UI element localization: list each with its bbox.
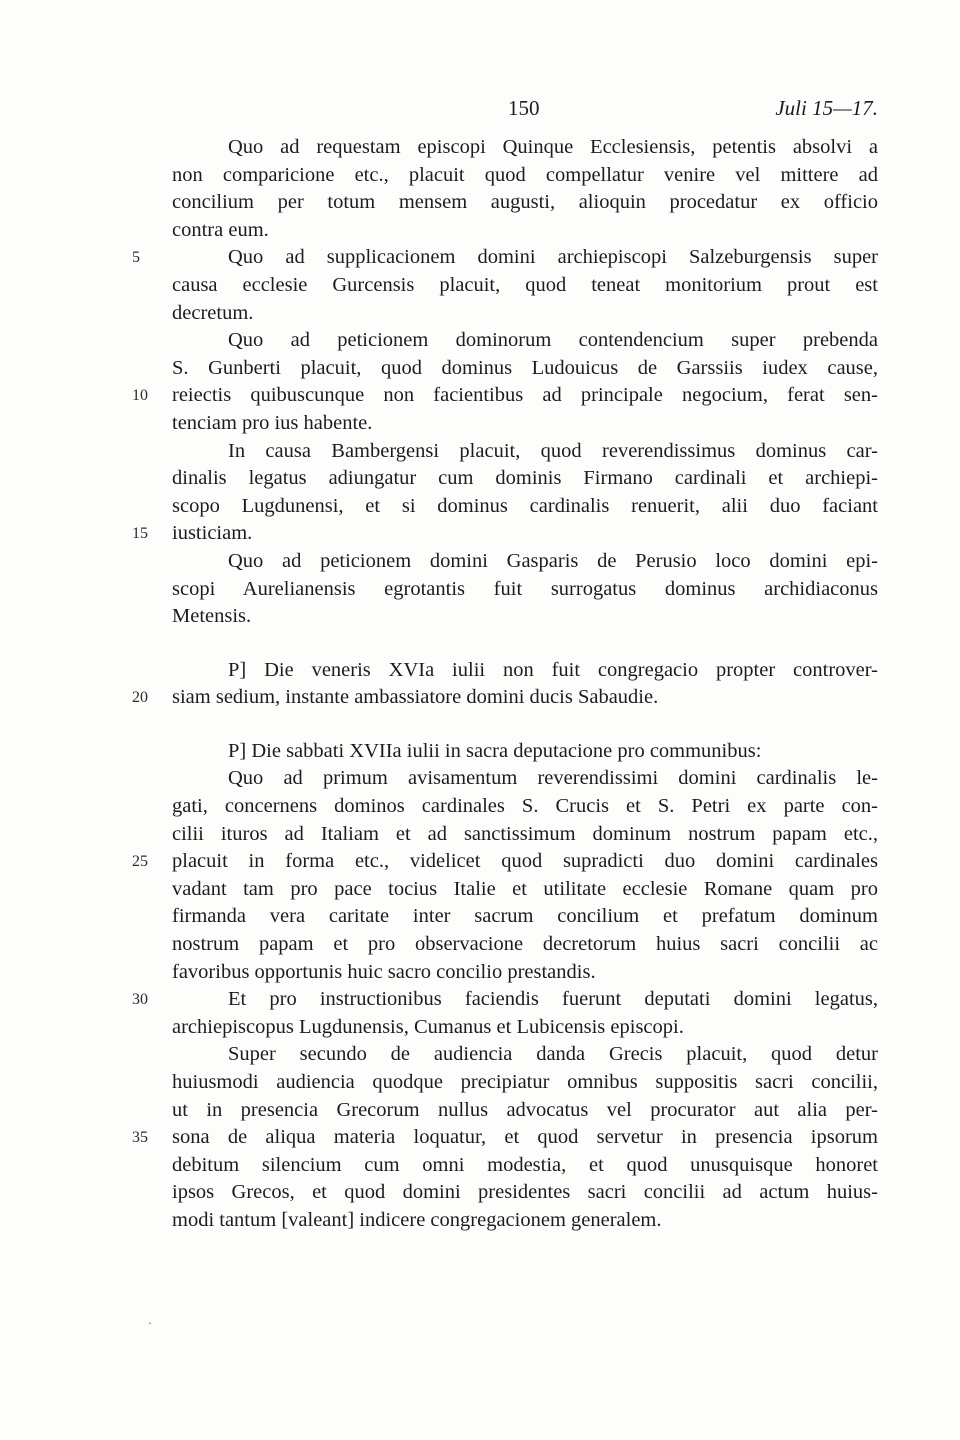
line-text: scopo Lugdunensi, et si dominus cardinalis renuerit, alii duo faciant	[172, 494, 878, 517]
text-line	[172, 189, 878, 217]
text-line	[172, 438, 878, 466]
text-line	[172, 576, 878, 604]
line-number: 30	[132, 991, 148, 1009]
line-text: Metensis.	[172, 605, 252, 628]
line-text: archiepiscopus Lugdunensis, Cumanus et Lubicensis episcopi.	[172, 1015, 684, 1038]
text-line	[172, 793, 878, 821]
line-text: Et pro instructionibus faciendis fuerunt deputati domini legatus,	[228, 988, 878, 1011]
line-text: decretum.	[172, 301, 254, 324]
text-line	[132, 848, 878, 876]
line-number: 5	[132, 249, 140, 267]
line-text: causa ecclesie Gurcensis placuit, quod teneat monitorium prout est	[172, 273, 878, 296]
line-number: 10	[132, 387, 148, 405]
line-text: tenciam pro ius habente.	[172, 411, 373, 434]
line-text: Quo ad supplicacionem domini archiepiscopi Salzeburgensis super	[228, 246, 878, 269]
section-gap	[172, 631, 878, 657]
text-line	[172, 738, 878, 766]
text-line	[172, 1014, 878, 1042]
line-text: Quo ad peticionem dominorum contendencium super prebenda	[228, 329, 878, 352]
text-line	[172, 876, 878, 904]
text-line	[172, 300, 878, 328]
page-number: 150	[508, 96, 540, 120]
line-text: Quo ad primum avisamentum reverendissimi domini cardinalis le-	[228, 767, 878, 790]
main-text	[132, 134, 878, 1235]
line-text: Super secundo de audiencia danda Grecis placuit, quod detur	[228, 1043, 878, 1066]
text-line	[172, 903, 878, 931]
line-text: cilii ituros ad Italiam et ad sanctissimum dominum nostrum papam etc.,	[172, 822, 878, 845]
page-header	[172, 96, 878, 126]
line-number: 15	[132, 525, 148, 543]
text-line	[172, 272, 878, 300]
line-text: dinalis legatus adiungatur cum dominis Firmano cardinali et archiepi-	[172, 467, 878, 490]
line-text: iusticiam.	[172, 522, 253, 545]
text-line	[172, 134, 878, 162]
text-line	[172, 821, 878, 849]
line-text: sona de aliqua materia loquatur, et quod servetur in presencia ipsorum	[172, 1126, 878, 1149]
line-text: concilium per totum mensem augusti, alioquin procedatur ex officio	[172, 191, 878, 214]
line-text: placuit in forma etc., videlicet quod supradicti duo domini cardinales	[172, 850, 878, 873]
line-text: Quo ad peticionem domini Gasparis de Perusio loco domini epi-	[228, 549, 878, 572]
text-line	[172, 657, 878, 685]
text-line	[172, 1069, 878, 1097]
line-text: favoribus opportunis huic sacro concilio prestandis.	[172, 960, 596, 983]
line-text: huiusmodi audiencia quodque precipiatur omnibus suppositis sacri concilii,	[172, 1071, 878, 1093]
text-line	[172, 1097, 878, 1125]
line-text: vadant tam pro pace tocius Italie et utilitate ecclesie Romane quam pro	[172, 877, 878, 900]
text-line	[172, 355, 878, 383]
line-text: In causa Bambergensi placuit, quod reverendissimus dominus car-	[228, 439, 878, 462]
text-line	[172, 465, 878, 493]
line-text: S. Gunberti placuit, quod dominus Ludouicus de Garssiis iudex cause,	[172, 356, 878, 379]
text-line	[172, 217, 878, 245]
print-speck: ·	[148, 1316, 152, 1330]
line-number: 35	[132, 1129, 148, 1147]
line-number: 20	[132, 689, 148, 707]
text-line	[172, 1041, 878, 1069]
line-text: contra eum.	[172, 218, 269, 241]
text-line	[172, 1152, 878, 1180]
line-text: non comparicione etc., placuit quod compellatur venire vel mittere ad	[172, 163, 878, 186]
line-text: firmanda vera caritate inter sacrum concilium et prefatum dominum	[172, 905, 878, 928]
text-line	[132, 382, 878, 410]
text-line	[172, 1179, 878, 1207]
line-text: siam sedium, instante ambassiatore domini ducis Sabaudie.	[172, 686, 659, 709]
line-text: nostrum papam et pro observacione decretorum huius sacri concilii ac	[172, 933, 878, 956]
line-number: 25	[132, 853, 148, 871]
text-line	[132, 1124, 878, 1152]
line-text: modi tantum [valeant] indicere congregacionem generalem.	[172, 1208, 662, 1231]
line-text: ut in presencia Grecorum nullus advocatus vel procurator aut alia per-	[172, 1098, 878, 1121]
section-gap	[172, 712, 878, 738]
text-line	[132, 684, 878, 712]
line-text: reiectis quibuscunque non facientibus ad principale negocium, ferat sen-	[172, 384, 878, 407]
text-line	[132, 244, 878, 272]
line-text: P] Die sabbati XVIIa iulii in sacra deputacione pro communibus:	[228, 739, 762, 762]
line-text: gati, concernens dominos cardinales S. Crucis et S. Petri ex parte con-	[172, 795, 878, 818]
running-head: Juli 15—17.	[775, 96, 878, 120]
text-line	[172, 548, 878, 576]
text-line	[172, 493, 878, 521]
text-line	[172, 959, 878, 987]
text-line	[172, 410, 878, 438]
text-line	[132, 986, 878, 1014]
text-line	[172, 765, 878, 793]
line-text: P] Die veneris XVIa iulii non fuit congregacio propter controver-	[228, 658, 878, 681]
line-text: Quo ad requestam episcopi Quinque Ecclesiensis, petentis absolvi a	[228, 136, 878, 158]
text-line	[172, 327, 878, 355]
text-line	[132, 520, 878, 548]
line-text: debitum silencium cum omni modestia, et quod unusquisque honoret	[172, 1153, 878, 1176]
line-text: ipsos Grecos, et quod domini presidentes sacri concilii ad actum huius-	[172, 1181, 878, 1204]
text-line	[172, 1207, 878, 1235]
text-line	[172, 931, 878, 959]
line-text: scopi Aurelianensis egrotantis fuit surrogatus dominus archidiaconus	[172, 577, 878, 600]
text-line	[172, 603, 878, 631]
text-line	[172, 162, 878, 190]
